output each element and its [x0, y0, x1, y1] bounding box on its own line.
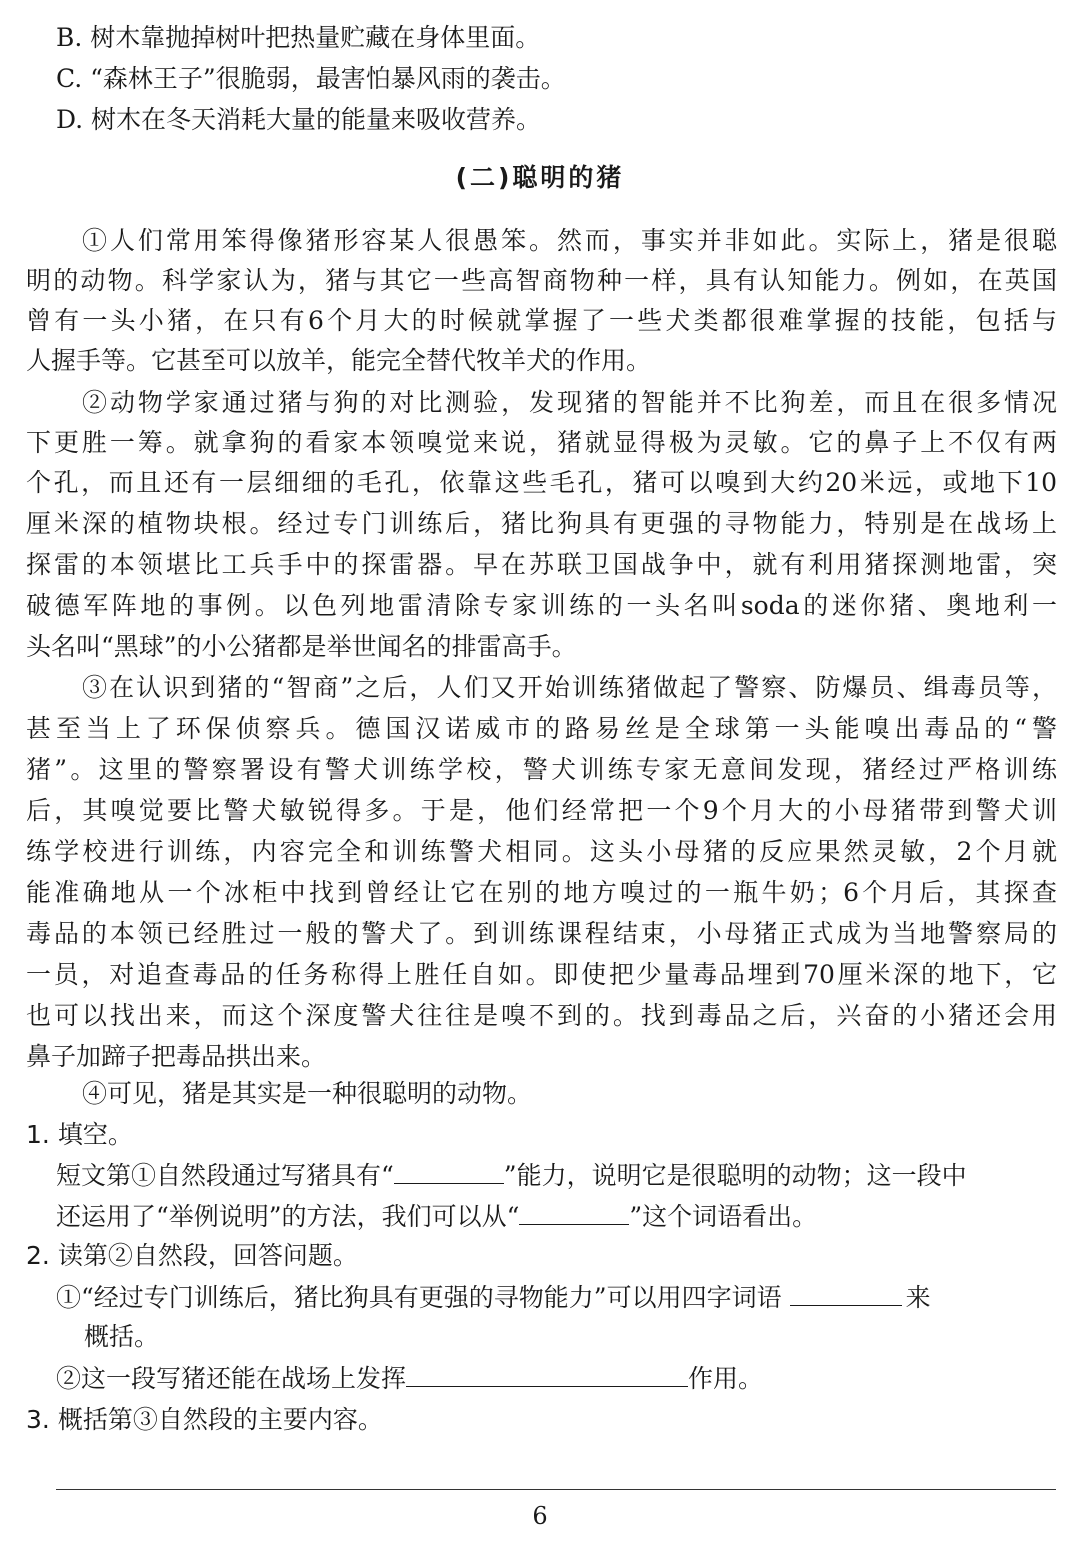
paragraph-3-line: 也可以找出来，而这个深度警犬往往是嗅不到的。找到毒品之后，兴奋的小猪还会用: [26, 1001, 1057, 1030]
answer-blank[interactable]: [790, 1277, 902, 1306]
question-text: 短文第①自然段通过写猪具有“: [56, 1161, 394, 1190]
paragraph-3-line: 鼻子加蹄子把毒品拱出来。: [26, 1042, 327, 1071]
answer-line[interactable]: [56, 1489, 1056, 1490]
paragraph-2-line: ②动物学家通过猪与狗的对比测验，发现猪的智能并不比狗差，而且在很多情况: [82, 388, 1057, 417]
answer-blank[interactable]: [519, 1196, 629, 1225]
question-text: 作用。: [688, 1364, 764, 1393]
question-1-heading: [26, 1115, 133, 1155]
question-title: 填空。: [57, 1120, 133, 1149]
section-title: (二)聪明的猪: [455, 163, 625, 192]
paragraph-3-line: 猪”。这里的警察署设有警犬训练学校，警犬训练专家无意间发现，猪经过严格训练: [26, 755, 1057, 784]
paragraph-1-line: ①人们常用笨得像猪形容某人很愚笨。然而，事实并非如此。实际上，猪是很聪: [82, 226, 1057, 255]
option-b: B. 树木靠抛掉树叶把热量贮藏在身体里面。: [56, 23, 541, 52]
question-text: 还运用了“举例说明”的方法，我们可以从“: [56, 1202, 520, 1231]
question-number: 1.: [26, 1120, 50, 1149]
question-text: ”这个词语看出。: [629, 1202, 818, 1231]
question-title: 读第②自然段，回答问题。: [57, 1241, 358, 1270]
paragraph-3-line: 练学校进行训练，内容完全和训练警犬相同。这头小母猪的反应果然灵敏，2个月就: [26, 837, 1057, 866]
paragraph-1-line: 人握手等。它甚至可以放羊，能完全替代牧羊犬的作用。: [26, 346, 652, 375]
option-c: C. “森林王子”很脆弱，最害怕暴风雨的袭击。: [56, 64, 566, 93]
paragraph-2-line: 头名叫“黑球”的小公猪都是举世闻名的排雷高手。: [26, 632, 577, 661]
option-d: D. 树木在冬天消耗大量的能量来吸收营养。: [56, 105, 542, 134]
paragraph-1-line: 曾有一头小猪，在只有6个月大的时候就掌握了一些犬类都很难掌握的技能，包括与: [26, 306, 1057, 335]
question-number: 3.: [26, 1405, 50, 1434]
question-2-heading: [26, 1236, 358, 1276]
question-number: 2.: [26, 1241, 50, 1270]
question-3-heading: [26, 1400, 383, 1440]
question-text: ”能力，说明它是很聪明的动物；这一段中: [503, 1161, 967, 1190]
question-text: 来: [905, 1283, 931, 1312]
question-text: ①“经过专门训练后，猪比狗具有更强的寻物能力”可以用四字词语: [56, 1283, 782, 1312]
paragraph-3-line: 毒品的本领已经胜过一般的警犬了。到训练课程结束，小母猪正式成为当地警察局的: [26, 919, 1057, 948]
answer-blank[interactable]: [394, 1155, 504, 1184]
paragraph-3-line: 能准确地从一个冰柜中找到曾经让它在别的地方嗅过的一瓶牛奶；6个月后，其探查: [26, 878, 1057, 907]
paragraph-2-line: 个孔，而且还有一层细细的毛孔，依靠这些毛孔，猪可以嗅到大约20米远，或地下10: [26, 468, 1057, 497]
paragraph-1-line: 明的动物。科学家认为，猪与其它一些高智商物种一样，具有认知能力。例如，在英国: [26, 266, 1057, 295]
paragraph-3-line: 一员，对追查毒品的任务称得上胜任自如。即使把少量毒品埋到70厘米深的地下，它: [26, 960, 1057, 989]
question-text: ②这一段写猪还能在战场上发挥: [56, 1364, 407, 1393]
page-number: 6: [532, 1502, 548, 1530]
paragraph-2-line: 厘米深的植物块根。经过专门训练后，猪比狗具有更强的寻物能力，特别是在战场上: [26, 509, 1057, 538]
paragraph-3-line: ③在认识到猪的“智商”之后，人们又开始训练猪做起了警察、防爆员、缉毒员等，: [82, 673, 1057, 702]
paragraph-2-line: 下更胜一筹。就拿狗的看家本领嗅觉来说，猪就显得极为灵敏。它的鼻子上不仅有两: [26, 428, 1057, 457]
paragraph-3-line: 甚至当上了环保侦察兵。德国汉诺威市的路易丝是全球第一头能嗅出毒品的“警: [26, 714, 1057, 743]
question-1-line: [56, 1196, 817, 1237]
answer-blank[interactable]: [406, 1358, 688, 1387]
paragraph-3-line: 后，其嗅觉要比警犬敏锐得多。于是，他们经常把一个9个月大的小母猪带到警犬训: [26, 796, 1057, 825]
paragraph-2-line: 破德军阵地的事例。以色列地雷清除专家训练的一头名叫soda的迷你猪、奥地利一: [26, 591, 1057, 620]
question-1-line: [56, 1155, 967, 1196]
paragraph-2-line: 探雷的本领堪比工兵手中的探雷器。早在苏联卫国战争中，就有利用猪探测地雷，突: [26, 550, 1057, 579]
question-title: 概括第③自然段的主要内容。: [57, 1405, 383, 1434]
question-2-sub-2: [56, 1358, 763, 1399]
question-2-sub-1: [56, 1277, 931, 1318]
paragraph-4: ④可见，猪是其实是一种很聪明的动物。: [82, 1079, 533, 1108]
question-2-sub-1-cont: 概括。: [84, 1322, 160, 1351]
